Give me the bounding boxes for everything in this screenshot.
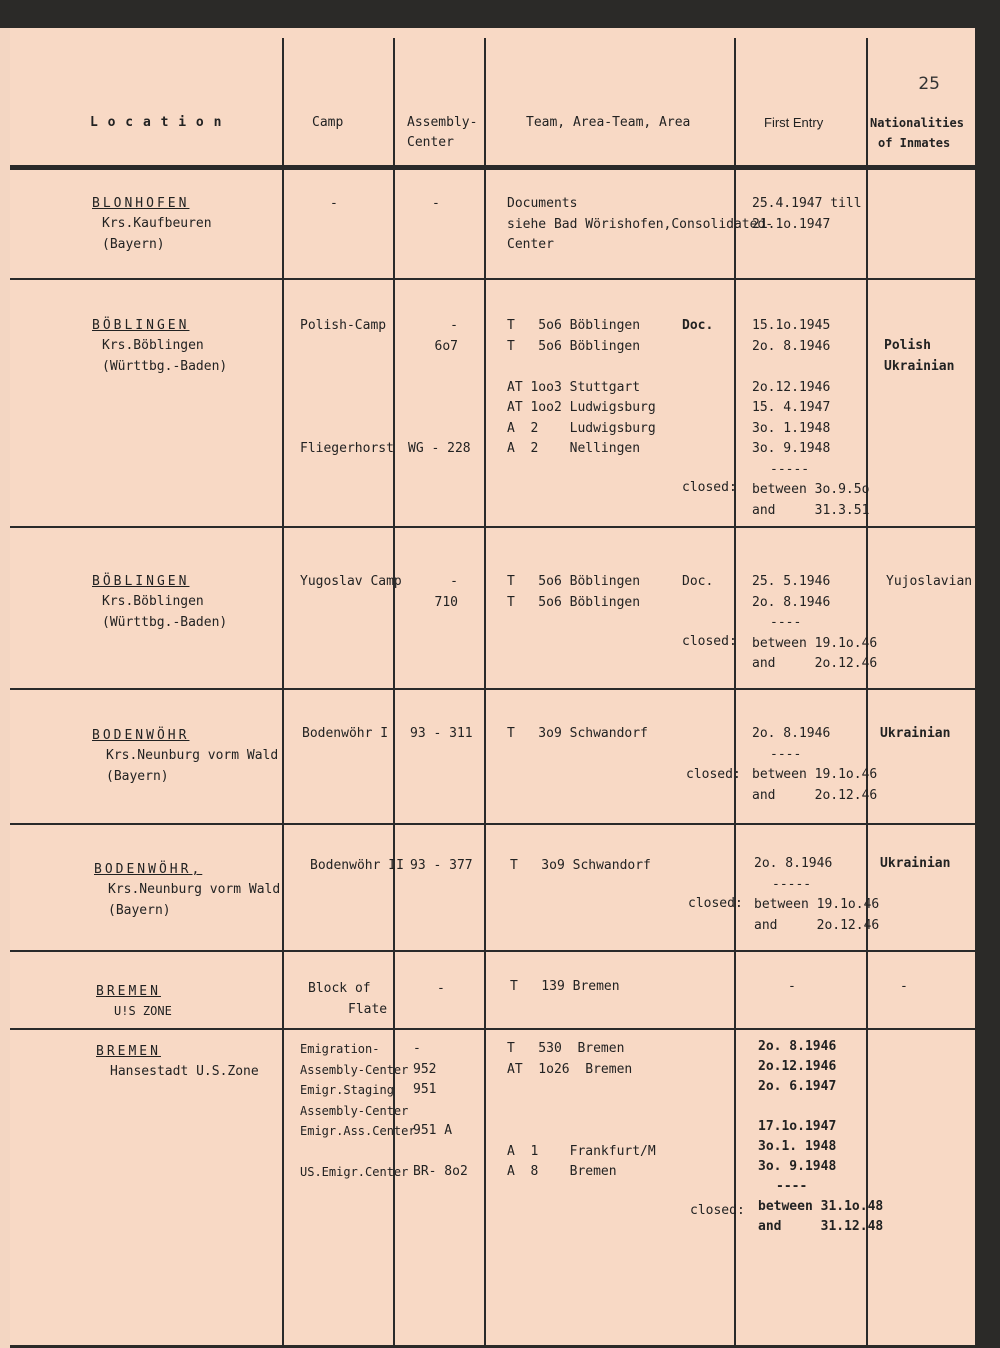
header-camp: Camp	[312, 115, 344, 130]
assembly-cell: - 6o7 WG - 228	[408, 318, 471, 456]
header-nationalities: Nationalities of Inmates	[870, 116, 964, 150]
location-district: Krs.Neunburg vorm Wald (Bayern)	[106, 748, 279, 784]
team-cell: T 3o9 Schwandorf	[507, 726, 648, 741]
location-district: Krs.Neunburg vorm Wald (Bayern)	[108, 882, 281, 918]
assembly-cell: - 710	[434, 574, 458, 610]
first-entry-cell: 2o. 8.1946 ----- between 19.1o.46 and 2o.12.46	[754, 856, 880, 933]
column-divider	[484, 38, 486, 1345]
closed-label: closed:	[690, 1203, 745, 1218]
first-entry-cell: 25.4.1947 till 21.1o.1947	[752, 196, 862, 232]
camp-cell: Yugoslav Camp	[300, 574, 402, 589]
location-name: BÖBLINGEN	[92, 318, 190, 333]
camp-cell: Polish-Camp Fliegerhorst	[300, 318, 394, 456]
first-entry-cell: 2o. 8.1946 ---- between 19.1o.46 and 2o.12.46	[752, 726, 878, 803]
team-cell: T 5o6 Böblingen T 5o6 Böblingen	[507, 574, 641, 610]
location-district: Krs.Kaufbeuren (Bayern)	[102, 216, 212, 252]
team-cell: T 530 Bremen AT 1o26 Bremen A 1 Frankfurt/M A 8 Bremen	[507, 1041, 656, 1179]
nationalities-cell: Ukrainian	[880, 856, 951, 871]
header-rule	[10, 165, 975, 170]
team-cell: Documents siehe Bad Wörishofen,Consolidated- Center	[507, 196, 774, 252]
doc-label: Doc.	[682, 574, 714, 589]
location-district: Hansestadt U.S.Zone	[110, 1064, 259, 1079]
first-entry-cell: 25. 5.1946 2o. 8.1946 ---- between 19.1o.46 and 2o.12.46	[752, 574, 878, 671]
assembly-cell: -	[437, 981, 445, 996]
header-first-entry: First Entry	[764, 115, 824, 130]
location-name: BÖBLINGEN	[92, 574, 190, 589]
first-entry-cell: 15.1o.1945 2o. 8.1946 2o.12.1946 15. 4.1947 3o. 1.1948 3o. 9.1948 ----- between 3o.9.5o and 31.3.51	[752, 318, 870, 518]
location-district: U!S ZONE	[114, 1004, 172, 1018]
page-number: 25	[918, 74, 940, 94]
assembly-cell: - 952 951 951 A BR- 8o2	[413, 1041, 468, 1179]
header-location: L o c a t i o n	[90, 115, 223, 130]
camp-cell: Bodenwöhr II	[310, 858, 404, 873]
assembly-cell: -	[432, 196, 440, 211]
header-team: Team, Area-Team, Area	[526, 115, 691, 130]
nationalities-cell: Polish Ukrainian	[884, 338, 955, 374]
row-divider	[10, 823, 975, 825]
team-cell: T 139 Bremen	[510, 979, 620, 994]
first-entry-cell: 2o. 8.1946 2o.12.1946 2o. 6.1947 17.1o.1947 3o.1. 1948 3o. 9.1948 ---- between 31.1o.48 and 31.12.48	[758, 1039, 884, 1234]
camp-cell: Emigration- Assembly-Center Emigr.Staging Assembly-Center Emigr.Ass.Center US.Emigr.Center	[300, 1042, 416, 1179]
location-name: BODENWÖHR,	[94, 862, 203, 877]
location-district: Krs.Böblingen (Württbg.-Baden)	[102, 338, 228, 374]
nationalities-cell: Yujoslavian	[886, 574, 973, 589]
location-name: BREMEN	[96, 984, 161, 999]
row-divider	[10, 526, 975, 528]
row-divider	[10, 1028, 975, 1030]
camp-cell: Block of Flate	[308, 981, 388, 1017]
closed-label: closed:	[688, 896, 743, 911]
location-name: BLONHOFEN	[92, 196, 190, 211]
assembly-cell: 93 - 311	[410, 726, 473, 741]
location-name: BODENWÖHR	[92, 728, 190, 743]
location-name: BREMEN	[96, 1044, 161, 1059]
closed-label: closed:	[682, 634, 737, 649]
nationalities-cell: -	[900, 979, 908, 994]
doc-label: Doc.	[682, 318, 714, 333]
first-entry-cell: -	[788, 979, 796, 994]
row-divider	[10, 688, 975, 690]
row-divider	[10, 278, 975, 280]
location-district: Krs.Böblingen (Württbg.-Baden)	[102, 594, 228, 630]
team-cell: T 5o6 Böblingen T 5o6 Böblingen AT 1oo3 Stuttgart AT 1oo2 Ludwigsburg A 2 Ludwigsburg A 2 Nellingen	[507, 318, 656, 456]
previous-page-edge	[0, 28, 10, 1348]
row-divider	[10, 950, 975, 952]
document-page	[10, 28, 975, 1345]
camp-cell: Bodenwöhr I	[302, 726, 389, 741]
camp-cell: -	[330, 196, 338, 211]
header-assembly: Assembly- Center	[407, 115, 478, 150]
column-divider	[282, 38, 284, 1345]
closed-label: closed:	[682, 480, 737, 495]
nationalities-cell: Ukrainian	[880, 726, 951, 741]
assembly-cell: 93 - 377	[410, 858, 473, 873]
closed-label: closed:	[686, 767, 741, 782]
team-cell: T 3o9 Schwandorf	[510, 858, 651, 873]
